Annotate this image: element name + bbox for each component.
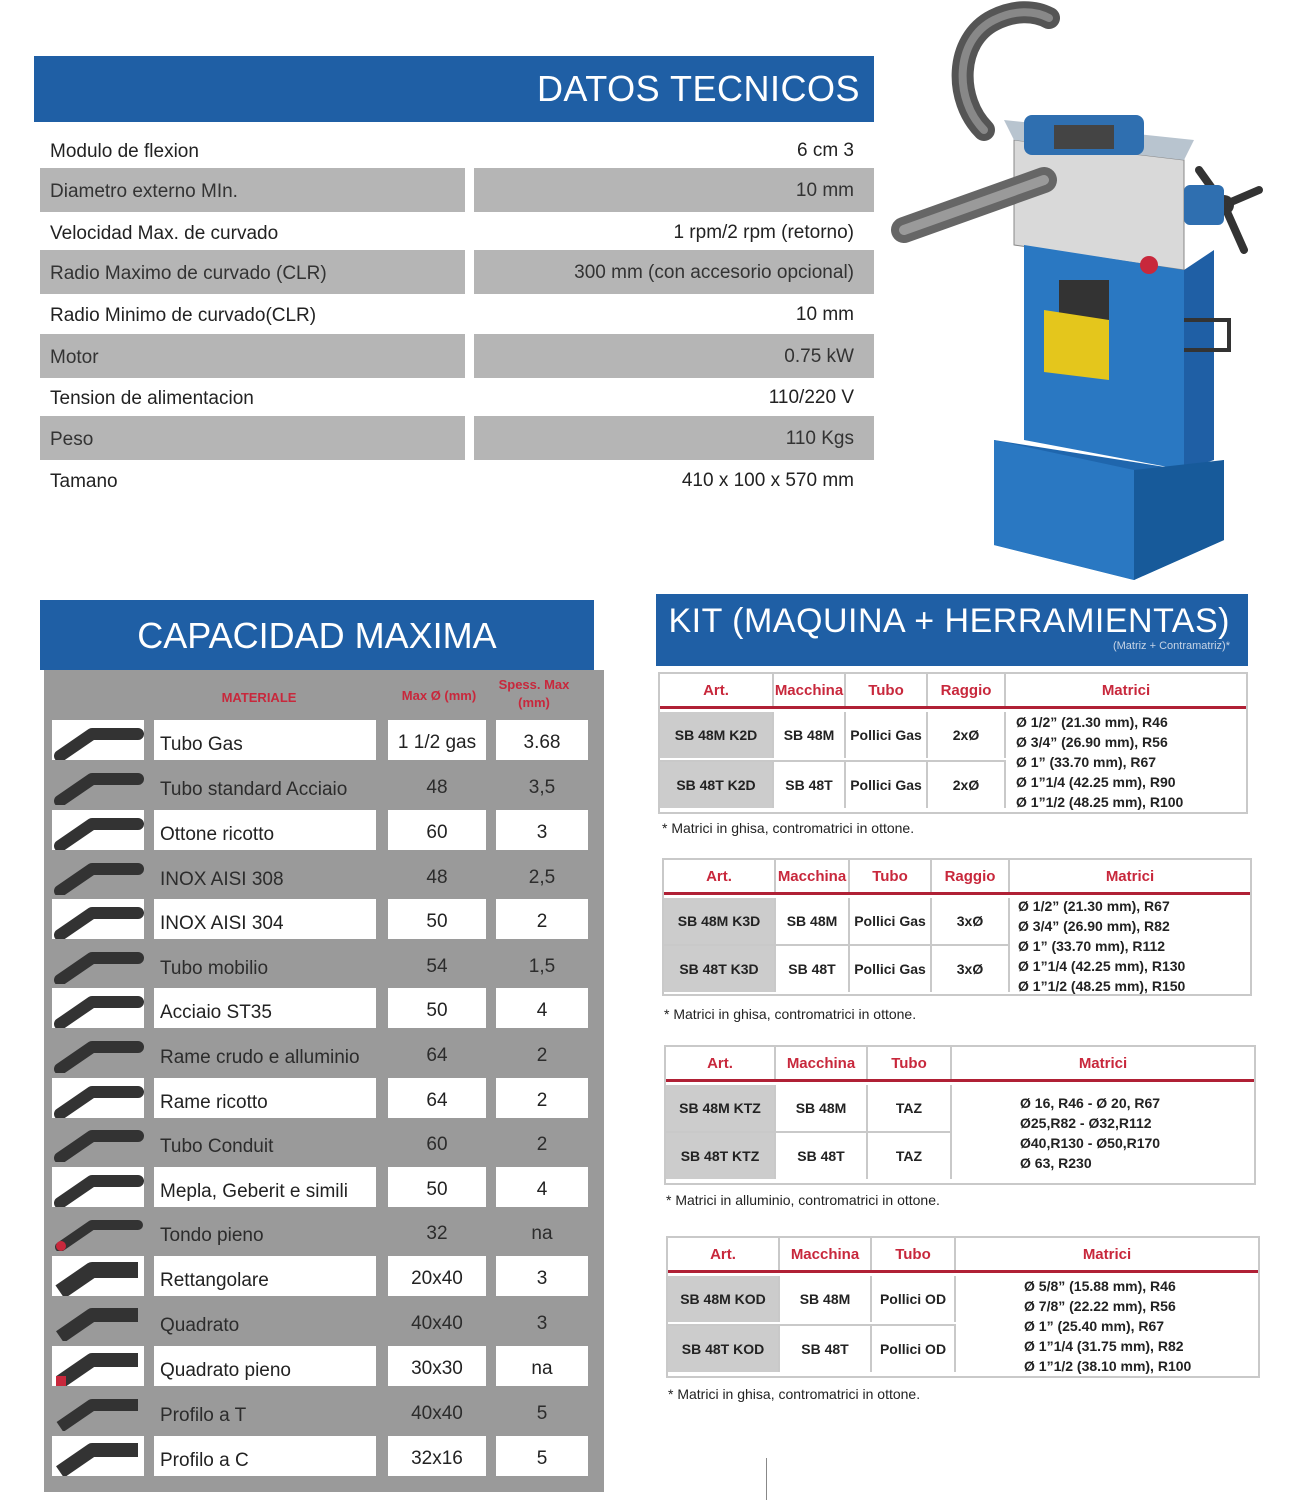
matrici-list bbox=[1024, 1276, 1191, 1376]
header-matrici: Matrici bbox=[1078, 1055, 1128, 1072]
material-thk: 3.68 bbox=[496, 720, 588, 760]
header-raggio: Raggio bbox=[932, 860, 1010, 892]
kit-table-k2d bbox=[658, 672, 1248, 814]
material-max: 64 bbox=[388, 1078, 486, 1118]
material-max: 30x30 bbox=[388, 1346, 486, 1386]
pipe-bender-machine-image bbox=[884, 0, 1284, 590]
macchina: SB 48T bbox=[774, 762, 846, 808]
matrici-list bbox=[1018, 896, 1185, 996]
col-max-diam: Max Ø (mm) bbox=[401, 688, 477, 703]
matrice: Ø 3/4” (26.90 mm), R82 bbox=[1018, 918, 1170, 934]
spec-value: 10 mm bbox=[474, 168, 874, 212]
material-thk: 2 bbox=[496, 1078, 588, 1118]
matrice: Ø 5/8” (15.88 mm), R46 bbox=[1024, 1278, 1176, 1294]
bent-tube-icon bbox=[52, 855, 144, 895]
material-max: 32 bbox=[426, 1223, 448, 1244]
kit-table-k3d bbox=[662, 858, 1252, 996]
material-name: Quadrato pieno bbox=[154, 1346, 376, 1386]
spec-row bbox=[40, 168, 874, 212]
kit-table-ktz bbox=[664, 1045, 1256, 1185]
spec-value: 410 x 100 x 570 mm bbox=[681, 470, 854, 491]
spec-value: 1 rpm/2 rpm (retorno) bbox=[673, 222, 854, 243]
matrice: Ø 3/4” (26.90 mm), R56 bbox=[1016, 734, 1168, 750]
art-code: SB 48T K2D bbox=[660, 762, 774, 808]
kit-note: * Matrici in ghisa, contromatrici in ottone. bbox=[664, 1006, 917, 1022]
material-max: 32x16 bbox=[388, 1436, 486, 1476]
material-name: Rame ricotto bbox=[154, 1078, 376, 1118]
kit-note: * Matrici in alluminio, contromatrici in ottone. bbox=[666, 1192, 940, 1208]
material-name: Rame crudo e alluminio bbox=[160, 1047, 360, 1068]
matrice: Ø 7/8” (22.22 mm), R56 bbox=[1024, 1298, 1176, 1314]
matrice: Ø 1” (25.40 mm), R67 bbox=[1024, 1318, 1165, 1334]
material-name: Tondo pieno bbox=[160, 1225, 264, 1246]
matrice: Ø 1/2” (21.30 mm), R67 bbox=[1018, 898, 1170, 914]
material-row bbox=[44, 718, 604, 762]
header-macchina: Macchina bbox=[774, 674, 846, 706]
material-name: INOX AISI 304 bbox=[154, 899, 376, 939]
macchina: SB 48T bbox=[776, 946, 850, 992]
matrice: Ø25,R82 - Ø32,R112 bbox=[1020, 1115, 1152, 1131]
material-row bbox=[44, 986, 604, 1030]
material-row bbox=[44, 897, 604, 941]
spec-value: 300 mm (con accesorio opcional) bbox=[474, 250, 874, 294]
art-code: SB 48T K3D bbox=[664, 946, 776, 992]
tubo: Pollici OD bbox=[872, 1276, 956, 1322]
spec-label: Diametro externo MIn. bbox=[40, 168, 465, 212]
material-name: Profilo a T bbox=[160, 1405, 247, 1426]
matrice: Ø40,R130 - Ø50,R170 bbox=[1020, 1135, 1161, 1151]
header-art: Art. bbox=[660, 674, 774, 706]
material-row bbox=[44, 1344, 604, 1388]
material-thk: na bbox=[496, 1346, 588, 1386]
spec-label: Tension de alimentacion bbox=[50, 388, 254, 409]
bent-tube-icon bbox=[52, 765, 144, 805]
material-name: INOX AISI 308 bbox=[160, 869, 284, 890]
bent-tube-icon bbox=[52, 720, 144, 760]
kit-header bbox=[656, 594, 1248, 666]
spec-row bbox=[40, 375, 874, 419]
kit-title: KIT (MAQUINA + HERRAMIENTAS) bbox=[668, 602, 1230, 640]
bent-tube-icon bbox=[52, 944, 144, 984]
macchina: SB 48M bbox=[774, 712, 846, 758]
tubo: Pollici Gas bbox=[846, 712, 928, 758]
capacidad-maxima-header: CAPACIDAD MAXIMA bbox=[40, 600, 594, 670]
material-row bbox=[44, 1031, 604, 1075]
tubo: Pollici Gas bbox=[846, 762, 928, 808]
material-thk: 5 bbox=[496, 1436, 588, 1476]
art-code: SB 48M KTZ bbox=[666, 1085, 776, 1131]
matrice: Ø 16, R46 - Ø 20, R67 bbox=[1020, 1095, 1161, 1111]
material-thk: 2 bbox=[536, 1045, 548, 1066]
header-tubo: Tubo bbox=[850, 860, 932, 892]
matrice: Ø 1” (33.70 mm), R112 bbox=[1018, 938, 1166, 954]
material-thk: 2,5 bbox=[528, 867, 556, 888]
raggio: 3xØ bbox=[932, 898, 1010, 944]
material-name: Mepla, Geberit e simili bbox=[154, 1167, 376, 1207]
spec-row bbox=[40, 416, 874, 460]
capacidad-table bbox=[44, 670, 604, 1492]
art-code: SB 48T KOD bbox=[668, 1326, 780, 1372]
material-max: 48 bbox=[426, 777, 448, 798]
t-profile-icon bbox=[52, 1391, 144, 1431]
header-macchina: Macchina bbox=[780, 1238, 872, 1270]
material-row bbox=[44, 1120, 604, 1164]
art-code: SB 48M K3D bbox=[664, 898, 776, 944]
material-max: 50 bbox=[388, 1167, 486, 1207]
header-art: Art. bbox=[668, 1238, 780, 1270]
material-row bbox=[44, 1389, 604, 1433]
bent-tube-icon bbox=[52, 1033, 144, 1073]
header-macchina: Macchina bbox=[776, 860, 850, 892]
material-row bbox=[44, 1209, 604, 1253]
raggio: 2xØ bbox=[928, 712, 1006, 758]
spec-label: Velocidad Max. de curvado bbox=[50, 223, 279, 244]
material-max: 20x40 bbox=[388, 1256, 486, 1296]
material-thk: 4 bbox=[496, 988, 588, 1028]
material-name: Rettangolare bbox=[154, 1256, 376, 1296]
material-thk: 5 bbox=[536, 1403, 548, 1424]
tubo: Pollici Gas bbox=[850, 898, 932, 944]
tubo: Pollici Gas bbox=[850, 946, 932, 992]
material-row bbox=[44, 942, 604, 986]
material-thk: 4 bbox=[496, 1167, 588, 1207]
material-max: 54 bbox=[426, 956, 448, 977]
rectangular-tube-icon bbox=[52, 1256, 144, 1296]
macchina: SB 48M bbox=[780, 1276, 872, 1322]
kit-table-kod bbox=[666, 1236, 1260, 1378]
material-row bbox=[44, 1434, 604, 1478]
bent-tube-icon bbox=[52, 1167, 144, 1207]
solid-rod-icon bbox=[52, 1211, 144, 1251]
art-code: SB 48T KTZ bbox=[666, 1133, 776, 1179]
material-name: Profilo a C bbox=[154, 1436, 376, 1476]
material-name: Tubo Gas bbox=[154, 720, 376, 760]
material-max: 50 bbox=[388, 899, 486, 939]
square-tube-icon bbox=[52, 1301, 144, 1341]
material-name: Tubo standard Acciaio bbox=[160, 779, 348, 800]
header-tubo: Tubo bbox=[872, 1238, 956, 1270]
spec-value: 0.75 kW bbox=[474, 334, 874, 378]
matrice: Ø 1”1/4 (42.25 mm), R90 bbox=[1016, 774, 1176, 790]
material-name: Tubo mobilio bbox=[160, 958, 269, 979]
material-row bbox=[44, 1254, 604, 1298]
bent-tube-icon bbox=[52, 1122, 144, 1162]
material-thk: 1,5 bbox=[528, 956, 556, 977]
spec-label: Radio Maximo de curvado (CLR) bbox=[40, 250, 465, 294]
spec-value: 110 Kgs bbox=[474, 416, 874, 460]
spec-label: Modulo de flexion bbox=[50, 141, 199, 162]
page-divider bbox=[766, 1458, 767, 1500]
header-raggio: Raggio bbox=[928, 674, 1006, 706]
material-row bbox=[44, 1165, 604, 1209]
header-underline bbox=[664, 892, 1250, 895]
spec-value: 110/220 V bbox=[768, 387, 854, 408]
matrice: Ø 1”1/2 (38.10 mm), R100 bbox=[1024, 1358, 1192, 1374]
header-underline bbox=[666, 1079, 1254, 1082]
header-tubo: Tubo bbox=[868, 1047, 952, 1079]
tubo: TAZ bbox=[868, 1133, 952, 1179]
macchina: SB 48M bbox=[776, 898, 850, 944]
material-row bbox=[44, 763, 604, 807]
material-max: 60 bbox=[388, 810, 486, 850]
col-materiale: MATERIALE bbox=[221, 690, 297, 705]
kit-note: * Matrici in ghisa, contromatrici in ottone. bbox=[662, 820, 915, 836]
material-max: 40x40 bbox=[411, 1403, 463, 1424]
c-profile-icon bbox=[52, 1436, 144, 1476]
header-matrici: Matrici bbox=[1082, 1246, 1132, 1263]
art-code: SB 48M K2D bbox=[660, 712, 774, 758]
matrice: Ø 1” (33.70 mm), R67 bbox=[1016, 754, 1157, 770]
header-underline bbox=[660, 706, 1246, 709]
matrici-list bbox=[1016, 712, 1183, 812]
material-row bbox=[44, 1076, 604, 1120]
material-name: Tubo Conduit bbox=[160, 1136, 274, 1157]
material-thk: 2 bbox=[496, 899, 588, 939]
solid-square-icon bbox=[52, 1346, 144, 1386]
macchina: SB 48M bbox=[776, 1085, 868, 1131]
datos-tecnicos-header: DATOS TECNICOS bbox=[34, 56, 874, 122]
spec-row bbox=[40, 334, 874, 378]
bent-tube-icon bbox=[52, 1078, 144, 1118]
material-max: 60 bbox=[426, 1134, 448, 1155]
header-underline bbox=[668, 1270, 1258, 1273]
material-thk: 2 bbox=[536, 1134, 548, 1155]
header-art: Art. bbox=[664, 860, 776, 892]
raggio: 3xØ bbox=[932, 946, 1010, 992]
spec-row bbox=[40, 210, 874, 254]
material-row bbox=[44, 1299, 604, 1343]
matrice: Ø 1”1/4 (31.75 mm), R82 bbox=[1024, 1338, 1184, 1354]
kit-note: * Matrici in ghisa, contromatrici in ottone. bbox=[668, 1386, 921, 1402]
bent-tube-icon bbox=[52, 988, 144, 1028]
spec-row bbox=[40, 128, 874, 172]
matrice: Ø 1”1/4 (42.25 mm), R130 bbox=[1018, 958, 1186, 974]
material-thk: 3,5 bbox=[528, 777, 556, 798]
spec-label: Motor bbox=[40, 334, 465, 378]
material-max: 40x40 bbox=[411, 1313, 463, 1334]
matrice: Ø 1/2” (21.30 mm), R46 bbox=[1016, 714, 1168, 730]
material-thk: na bbox=[531, 1223, 553, 1244]
material-max: 50 bbox=[388, 988, 486, 1028]
macchina: SB 48T bbox=[780, 1326, 872, 1372]
matrice: Ø 63, R230 bbox=[1020, 1155, 1092, 1171]
spec-label: Tamano bbox=[50, 471, 118, 492]
material-max: 64 bbox=[426, 1045, 448, 1066]
material-row bbox=[44, 808, 604, 852]
material-thk: 3 bbox=[496, 810, 588, 850]
art-code: SB 48M KOD bbox=[668, 1276, 780, 1322]
spec-value: 10 mm bbox=[795, 304, 854, 325]
material-name: Quadrato bbox=[160, 1315, 240, 1336]
material-name: Ottone ricotto bbox=[154, 810, 376, 850]
header-art: Art. bbox=[666, 1047, 776, 1079]
spec-value: 6 cm 3 bbox=[796, 140, 854, 161]
header-matrici: Matrici bbox=[1101, 682, 1151, 699]
material-thk: 3 bbox=[496, 1256, 588, 1296]
header-matrici: Matrici bbox=[1105, 868, 1155, 885]
col-spessore: Spess. Max (mm) bbox=[498, 677, 570, 710]
material-max: 48 bbox=[426, 867, 448, 888]
macchina: SB 48T bbox=[776, 1133, 868, 1179]
spec-row bbox=[40, 458, 874, 502]
material-thk: 3 bbox=[536, 1313, 548, 1334]
spec-row bbox=[40, 250, 874, 294]
matrice: Ø 1”1/2 (48.25 mm), R100 bbox=[1016, 794, 1184, 810]
tubo: TAZ bbox=[868, 1085, 952, 1131]
spec-row bbox=[40, 292, 874, 336]
spec-label: Peso bbox=[40, 416, 465, 460]
header-macchina: Macchina bbox=[776, 1047, 868, 1079]
tubo: Pollici OD bbox=[872, 1326, 956, 1372]
bent-tube-icon bbox=[52, 810, 144, 850]
header-tubo: Tubo bbox=[846, 674, 928, 706]
material-row bbox=[44, 853, 604, 897]
kit-subtitle: (Matriz + Contramatriz)* bbox=[1112, 640, 1230, 652]
bent-tube-icon bbox=[52, 899, 144, 939]
material-max: 1 1/2 gas bbox=[388, 720, 486, 760]
material-name: Acciaio ST35 bbox=[154, 988, 376, 1028]
matrice: Ø 1”1/2 (48.25 mm), R150 bbox=[1018, 978, 1186, 994]
raggio: 2xØ bbox=[928, 762, 1006, 808]
spec-label: Radio Minimo de curvado(CLR) bbox=[50, 305, 317, 326]
matrici-list bbox=[1020, 1093, 1160, 1173]
